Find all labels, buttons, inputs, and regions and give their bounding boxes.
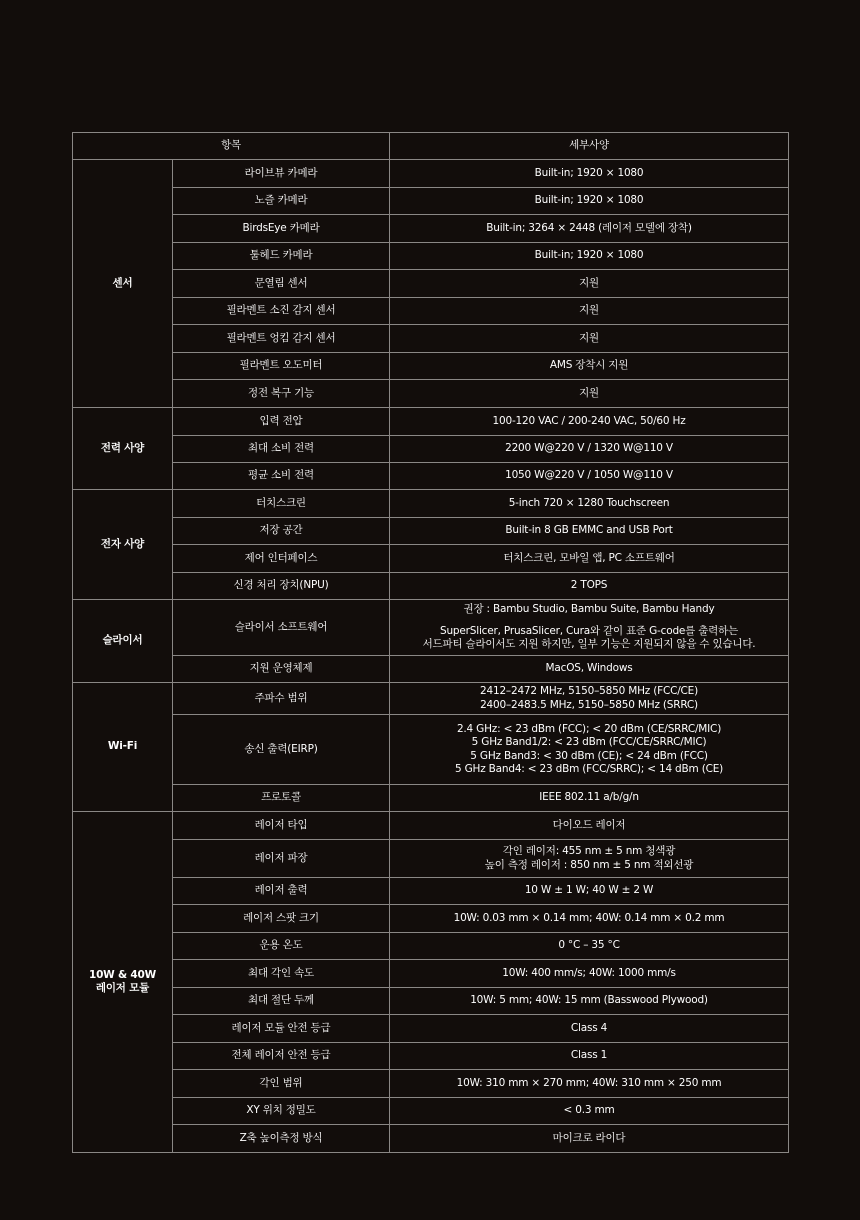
value-line: 서드파티 슬라이서도 지원 하지만, 일부 기능은 지원되지 않을 수 있습니다. — [422, 638, 756, 651]
group-label-line: 센서 — [112, 276, 133, 289]
value-line: 2 TOPS — [570, 579, 608, 592]
table-row — [73, 1125, 789, 1153]
value-line: 높이 측정 레이저 : 850 nm ± 5 nm 적외선광 — [484, 858, 694, 871]
table-row — [73, 960, 789, 988]
spec-value — [390, 408, 789, 436]
spec-value — [390, 325, 789, 353]
item-label: 각인 범위 — [173, 1070, 390, 1098]
value-line: 터치스크린, 모바일 앱, PC 소프트웨어 — [503, 551, 675, 564]
value-line: Built-in; 1920 × 1080 — [534, 194, 644, 207]
value-line: 100-120 VAC / 200-240 VAC, 50/60 Hz — [492, 414, 686, 427]
item-label: 정전 복구 기능 — [173, 380, 390, 408]
item-label: 송신 출력(EIRP) — [173, 715, 390, 785]
group-label-line: 전력 사양 — [100, 441, 145, 454]
table-row — [73, 600, 789, 656]
item-label: 필라멘트 엉킴 감지 센서 — [173, 325, 390, 353]
table-row — [73, 1070, 789, 1098]
spec-value — [390, 840, 789, 878]
spec-value — [390, 785, 789, 812]
table-header-row — [73, 133, 789, 160]
table-row — [73, 215, 789, 243]
value-line: Class 1 — [570, 1049, 608, 1062]
value-line: 5 GHz Band3: < 30 dBm (CE); < 24 dBm (FCC) — [470, 749, 708, 762]
value-line: Built-in 8 GB EMMC and USB Port — [505, 524, 673, 537]
item-label: 툴헤드 카메라 — [173, 243, 390, 270]
table-row — [73, 683, 789, 715]
item-label: 입력 전압 — [173, 408, 390, 436]
spec-value — [390, 545, 789, 573]
item-label: 최대 각인 속도 — [173, 960, 390, 988]
spec-value — [390, 1098, 789, 1125]
group-label-line: Wi-Fi — [107, 740, 138, 753]
item-label: XY 위치 정밀도 — [173, 1098, 390, 1125]
table-row — [73, 353, 789, 380]
value-line: 10W: 310 mm × 270 mm; 40W: 310 mm × 250 mm — [456, 1076, 722, 1089]
table-row — [73, 905, 789, 933]
table-row — [73, 1098, 789, 1125]
item-label: 레이저 타입 — [173, 812, 390, 840]
group-label — [73, 600, 173, 683]
group-label-line: 10W & 40W — [88, 968, 157, 981]
table-row — [73, 408, 789, 436]
item-label: 레이저 파장 — [173, 840, 390, 878]
spec-value — [390, 905, 789, 933]
spec-value — [390, 380, 789, 408]
spec-value — [390, 518, 789, 545]
header-item: 항목 — [73, 133, 390, 160]
spec-value — [390, 243, 789, 270]
value-line: 5 GHz Band4: < 23 dBm (FCC/SRRC); < 14 dBm (CE) — [454, 763, 724, 775]
spec-value — [390, 656, 789, 683]
group-label-line: 슬라이서 — [102, 634, 143, 647]
spec-value — [390, 715, 789, 785]
item-label: 라이브뷰 카메라 — [173, 160, 390, 188]
value-line: 각인 레이저: 455 nm ± 5 nm 청색광 — [502, 845, 676, 857]
spec-value — [390, 1125, 789, 1153]
value-line: 2.4 GHz: < 23 dBm (FCC); < 20 dBm (CE/SRRC/MIC) — [456, 722, 722, 735]
item-label: 필라멘트 소진 감지 센서 — [173, 298, 390, 325]
item-label: 평균 소비 전력 — [173, 463, 390, 490]
item-label: Z축 높이측정 방식 — [173, 1125, 390, 1153]
value-gap — [394, 617, 784, 625]
spec-value — [390, 436, 789, 463]
table-row — [73, 545, 789, 573]
table-row — [73, 188, 789, 215]
spec-table — [72, 132, 789, 1153]
table-row — [73, 436, 789, 463]
item-label: 노즐 카메라 — [173, 188, 390, 215]
item-label: 신경 처리 장치(NPU) — [173, 573, 390, 600]
spec-value — [390, 490, 789, 518]
spec-value — [390, 298, 789, 325]
table-row — [73, 270, 789, 298]
spec-value — [390, 160, 789, 188]
value-line: Built-in; 3264 × 2448 (레이저 모델에 장착) — [486, 221, 692, 234]
item-label: 최대 소비 전력 — [173, 436, 390, 463]
table-row — [73, 1015, 789, 1043]
spec-value — [390, 988, 789, 1015]
value-line: 권장 : Bambu Studio, Bambu Suite, Bambu Handy — [463, 603, 715, 616]
table-row — [73, 463, 789, 490]
group-label — [73, 812, 173, 1153]
table-row — [73, 518, 789, 545]
value-line: 2200 W@220 V / 1320 W@110 V — [505, 442, 673, 455]
spec-value — [390, 215, 789, 243]
value-line: IEEE 802.11 a/b/g/n — [539, 791, 639, 804]
value-line: Built-in; 1920 × 1080 — [534, 249, 644, 262]
spec-value — [390, 188, 789, 215]
table-row — [73, 380, 789, 408]
item-label: 문열림 센서 — [173, 270, 390, 298]
table-row — [73, 160, 789, 188]
group-label — [73, 408, 173, 490]
table-row — [73, 840, 789, 878]
value-line: 2400–2483.5 MHz, 5150–5850 MHz (SRRC) — [480, 698, 698, 711]
table-row — [73, 656, 789, 683]
value-line: 지원 — [579, 276, 599, 289]
spec-value — [390, 573, 789, 600]
value-line: 마이크로 라이다 — [552, 1131, 626, 1144]
spec-value — [390, 1070, 789, 1098]
item-label: 터치스크린 — [173, 490, 390, 518]
spec-value — [390, 463, 789, 490]
table-row — [73, 878, 789, 905]
value-line: 지원 — [579, 304, 599, 317]
group-label — [73, 490, 173, 600]
table-row — [73, 298, 789, 325]
value-line: 10W: 400 mm/s; 40W: 1000 mm/s — [502, 966, 676, 979]
value-line: 10 W ± 1 W; 40 W ± 2 W — [524, 884, 654, 897]
table-row — [73, 785, 789, 812]
spec-value — [390, 878, 789, 905]
item-label: 지원 운영체제 — [173, 656, 390, 683]
group-label-line: 전자 사양 — [100, 537, 145, 550]
value-line: 10W: 5 mm; 40W: 15 mm (Basswood Plywood) — [470, 994, 708, 1007]
spec-value — [390, 353, 789, 380]
spec-value — [390, 600, 789, 656]
group-label — [73, 160, 173, 408]
value-line: AMS 장착시 지원 — [549, 359, 629, 372]
table-row — [73, 490, 789, 518]
header-detail: 세부사양 — [390, 133, 789, 160]
value-line: Class 4 — [570, 1021, 608, 1034]
item-label: 주파수 범위 — [173, 683, 390, 715]
value-line: < 0.3 mm — [563, 1104, 615, 1117]
spec-value — [390, 933, 789, 960]
spec-value — [390, 812, 789, 840]
table-row — [73, 325, 789, 353]
group-label — [73, 683, 173, 812]
item-label: 레이저 출력 — [173, 878, 390, 905]
table-row — [73, 812, 789, 840]
item-label: 필라멘트 오도미터 — [173, 353, 390, 380]
item-label: 최대 절단 두께 — [173, 988, 390, 1015]
value-line: 5-inch 720 × 1280 Touchscreen — [508, 496, 670, 509]
item-label: 레이저 모듈 안전 등급 — [173, 1015, 390, 1043]
value-line: MacOS, Windows — [545, 662, 633, 675]
item-label: 레이저 스팟 크기 — [173, 905, 390, 933]
value-line: 지원 — [579, 386, 599, 399]
table-row — [73, 988, 789, 1015]
spec-value — [390, 1015, 789, 1043]
spec-value — [390, 270, 789, 298]
item-label: BirdsEye 카메라 — [173, 215, 390, 243]
item-label: 제어 인터페이스 — [173, 545, 390, 573]
table-row — [73, 933, 789, 960]
spec-value — [390, 1043, 789, 1070]
value-line: 0 °C – 35 °C — [558, 939, 620, 952]
value-line: Built-in; 1920 × 1080 — [534, 166, 644, 179]
value-line: SuperSlicer, PrusaSlicer, Cura와 같이 표준 G-code를 출력하는 — [440, 624, 739, 637]
value-line: 다이오드 레이저 — [552, 818, 626, 831]
item-label: 운용 온도 — [173, 933, 390, 960]
value-line: 지원 — [579, 331, 599, 344]
item-label: 전체 레이저 안전 등급 — [173, 1043, 390, 1070]
value-line: 1050 W@220 V / 1050 W@110 V — [505, 469, 673, 482]
group-label-line: 레이저 모듈 — [95, 982, 150, 994]
value-line: 10W: 0.03 mm × 0.14 mm; 40W: 0.14 mm × 0.2 mm — [453, 911, 725, 924]
item-label: 프로토콜 — [173, 785, 390, 812]
item-label: 저장 공간 — [173, 518, 390, 545]
value-line: 5 GHz Band1/2: < 23 dBm (FCC/CE/SRRC/MIC) — [471, 736, 707, 748]
table-row — [73, 573, 789, 600]
item-label: 슬라이서 소프트웨어 — [173, 600, 390, 656]
value-line: 2412–2472 MHz, 5150–5850 MHz (FCC/CE) — [480, 685, 699, 697]
spec-table-body — [73, 160, 789, 1153]
table-row — [73, 243, 789, 270]
spec-value — [390, 683, 789, 715]
spec-value — [390, 960, 789, 988]
table-row — [73, 715, 789, 785]
table-row — [73, 1043, 789, 1070]
